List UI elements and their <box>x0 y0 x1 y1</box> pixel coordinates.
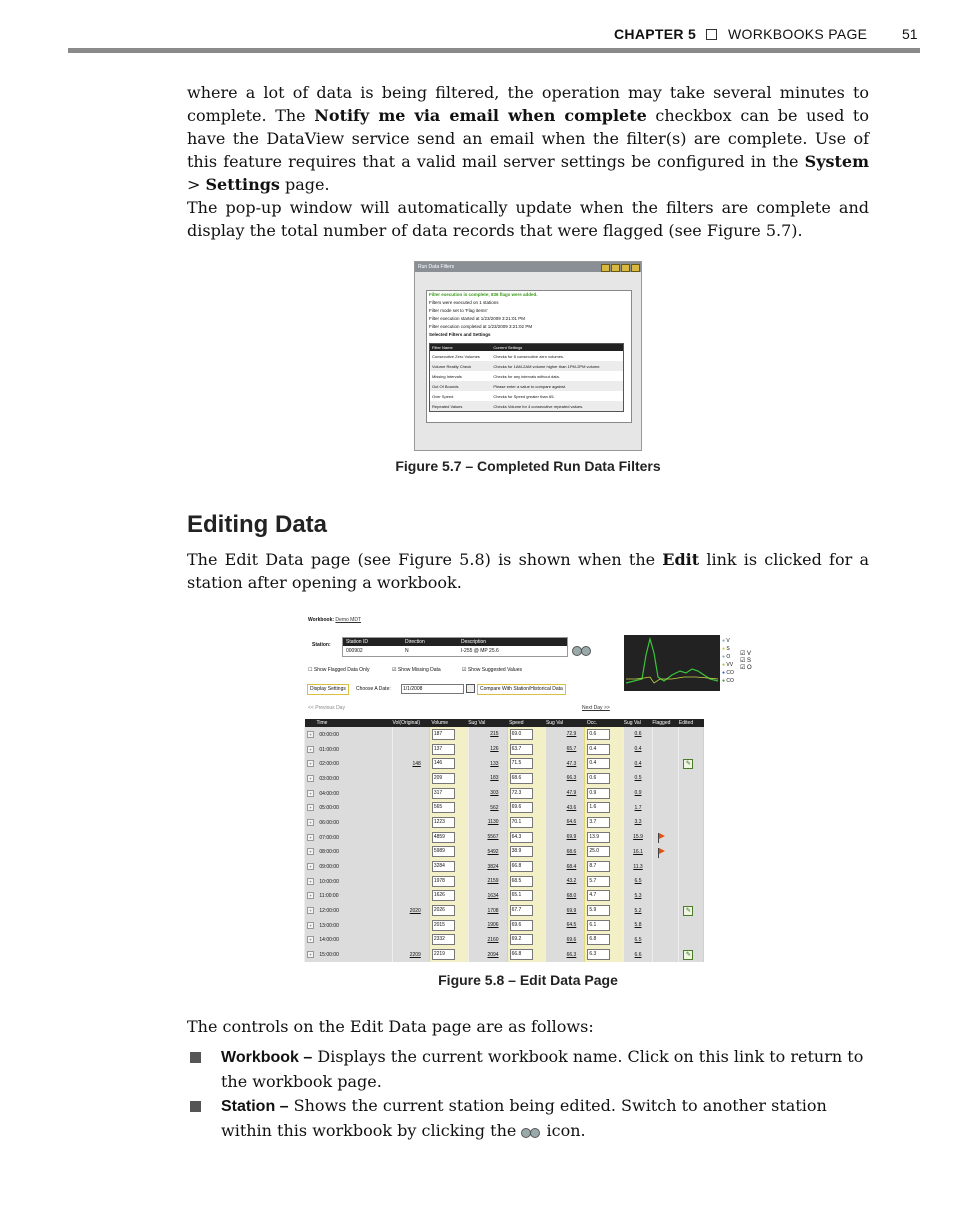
grid-col-header[interactable]: Sug Val <box>546 719 585 727</box>
table-row <box>305 756 704 771</box>
suggested-value-link[interactable]: 183 <box>490 775 499 782</box>
chapter-label: CHAPTER 5 <box>614 26 697 42</box>
value-input[interactable]: 0.9 <box>587 788 610 799</box>
col-header: Filter Name <box>430 344 492 352</box>
edited-icon[interactable]: ✎ <box>683 906 693 916</box>
table-row <box>305 742 704 757</box>
previous-day-link[interactable]: << Previous Day <box>308 705 345 711</box>
expand-row-icon[interactable]: + <box>307 936 314 943</box>
suggested-value-link[interactable]: 1634 <box>487 892 499 899</box>
value-input[interactable]: 137 <box>432 744 455 755</box>
suggested-value-link[interactable]: 6.5 <box>634 936 642 943</box>
expand-row-icon[interactable]: + <box>307 892 314 899</box>
display-settings-button[interactable]: Display Settings <box>307 684 349 695</box>
expand-row-icon[interactable]: + <box>307 951 314 958</box>
bullet-square-icon <box>190 1101 201 1112</box>
value-input[interactable]: 1978 <box>432 876 455 887</box>
original-value: 2020 <box>409 907 421 914</box>
suggested-value-link[interactable]: 1708 <box>487 907 499 914</box>
checkbox-missing-data[interactable]: ☑ Show Missing Data <box>392 667 441 673</box>
suggested-value-link[interactable]: 2159 <box>487 878 499 885</box>
suggested-value-link[interactable]: 65.7 <box>566 746 577 753</box>
bullet-term: Workbook – <box>221 1049 313 1066</box>
binoculars-icon <box>521 1126 541 1138</box>
suggested-value-link[interactable]: 6.5 <box>634 878 642 885</box>
col-header: Direction <box>405 639 425 645</box>
grid-col-header[interactable]: Occ. <box>585 719 624 727</box>
value-input[interactable]: 69.0 <box>510 729 533 740</box>
info-line: Filters were executed on 1 stations <box>429 300 499 305</box>
table-row: Consecutive Zero Volumes Checks for 8 consecutive zero volumes. <box>432 353 565 359</box>
value-input[interactable]: 66.8 <box>510 949 533 960</box>
flag-icon[interactable] <box>659 833 665 839</box>
station-direction: N <box>405 648 409 654</box>
station-id: 000902 <box>346 648 363 654</box>
suggested-value-link[interactable]: 64.6 <box>566 819 577 826</box>
original-value: 2209 <box>409 951 421 958</box>
suggested-value-link[interactable]: 69.9 <box>566 907 577 914</box>
bullet-station: Station – Shows the current station being edited. Switch to another station within this workbook by clicking the icon. <box>190 1094 869 1142</box>
workbook-label: Workbook: <box>308 617 335 623</box>
calendar-icon[interactable] <box>466 684 475 693</box>
edited-icon[interactable]: ✎ <box>683 759 693 769</box>
original-value: 148 <box>412 760 421 767</box>
time-cell: 07:00:00 <box>318 834 339 841</box>
date-input[interactable]: 1/1/2008 <box>401 684 464 694</box>
workbook-row <box>308 617 361 623</box>
value-input[interactable]: 5.9 <box>587 905 610 916</box>
suggested-value-link[interactable]: 5492 <box>487 848 499 855</box>
suggested-value-link[interactable]: 0.4 <box>634 746 642 753</box>
station-description: I-255 @ MP 25.6 <box>461 648 499 654</box>
value-input[interactable]: 6.8 <box>587 934 610 945</box>
time-cell: 15:00:00 <box>318 952 339 959</box>
bullet-workbook: Workbook – Displays the current workbook name. Click on this link to return to the workbook page. <box>190 1045 869 1093</box>
expand-row-icon[interactable]: + <box>307 775 314 782</box>
value-input[interactable]: 71.5 <box>510 758 533 769</box>
time-cell: 03:00:00 <box>318 775 339 782</box>
suggested-value-link[interactable]: 126 <box>490 746 499 753</box>
value-input[interactable]: 3.7 <box>587 817 610 828</box>
value-input[interactable]: 0.6 <box>587 773 610 784</box>
value-input[interactable]: 69.6 <box>510 920 533 931</box>
binoculars-icon[interactable] <box>572 644 592 656</box>
suggested-value-link[interactable]: 562 <box>490 804 499 811</box>
suggested-value-link[interactable]: 0.6 <box>634 731 642 738</box>
suggested-value-link[interactable]: 69.6 <box>566 936 577 943</box>
suggested-value-link[interactable]: 6.6 <box>634 951 642 958</box>
suggested-value-link[interactable]: 5.2 <box>634 907 642 914</box>
paragraph-popup-update: The pop-up window will automatically update when the filters are complete and display the total number of data records that were flagged (see Figure 5.7). <box>187 198 869 240</box>
suggested-value-link[interactable]: 5567 <box>487 834 499 841</box>
maximize-icon <box>621 264 630 272</box>
value-input[interactable]: 146 <box>432 758 455 769</box>
time-cell: 01:00:00 <box>318 746 339 753</box>
value-input[interactable]: 68.5 <box>510 876 533 887</box>
page-number: 51 <box>902 26 918 42</box>
value-input[interactable]: 72.3 <box>510 788 533 799</box>
chart-legend: ● V ● S ● O ● VV ● CO ● CO <box>722 638 734 684</box>
section-label: WORKBOOKS PAGE <box>728 26 868 42</box>
suggested-value-link[interactable]: 72.9 <box>566 731 577 738</box>
time-cell: 08:00:00 <box>318 849 339 856</box>
suggested-value-link[interactable]: 1.7 <box>634 804 642 811</box>
edit-data-grid <box>304 719 704 962</box>
value-input[interactable]: 0.6 <box>587 729 610 740</box>
table-row <box>305 933 704 948</box>
expand-row-icon[interactable]: + <box>307 819 314 826</box>
choose-date-label: Choose A Date: <box>356 686 391 692</box>
time-cell: 11:00:00 <box>318 893 339 900</box>
window-titlebar: Run Data Filters <box>415 262 641 272</box>
time-cell: 02:00:00 <box>318 761 339 768</box>
value-input[interactable]: 0.4 <box>587 744 610 755</box>
table-row <box>305 903 704 918</box>
traffic-chart-svg <box>624 635 720 691</box>
table-row <box>305 845 704 860</box>
suggested-value-link[interactable]: 68.0 <box>566 892 577 899</box>
expand-row-icon[interactable]: + <box>307 790 314 797</box>
suggested-value-link[interactable]: 64.5 <box>566 922 577 929</box>
grid-col-header[interactable]: Vol(Original) <box>392 719 429 727</box>
value-input[interactable]: 69.6 <box>510 802 533 813</box>
series-toggles[interactable]: ☑ V ☑ S ☑ O <box>740 651 752 671</box>
expand-row-icon[interactable]: + <box>307 922 314 929</box>
value-input[interactable]: 209 <box>432 773 455 784</box>
station-table <box>342 637 568 657</box>
col-header: Description <box>461 639 487 645</box>
section-line: Selected Filters and Settings <box>429 332 491 337</box>
table-row <box>305 947 704 962</box>
table-row <box>305 727 704 742</box>
table-row <box>305 771 704 786</box>
suggested-value-link[interactable]: 16.1 <box>633 848 643 855</box>
value-input[interactable]: 3284 <box>432 861 455 872</box>
value-input[interactable]: 63.7 <box>510 744 533 755</box>
table-row: Repeated Values Checks Volume for 4 consecutive repeated values. <box>430 401 624 412</box>
figure-caption-5-8: Figure 5.8 – Edit Data Page <box>438 972 618 988</box>
help-icon <box>601 264 610 272</box>
suggested-value-link[interactable]: 133 <box>490 760 499 767</box>
value-input[interactable]: 1626 <box>432 890 455 901</box>
volume-line <box>626 639 718 683</box>
value-input[interactable]: 13.9 <box>587 832 610 843</box>
value-input[interactable]: 5.7 <box>587 876 610 887</box>
value-input[interactable]: 1223 <box>432 817 455 828</box>
value-input[interactable]: 0.4 <box>587 758 610 769</box>
info-line: Filter mode set to 'Flag items' <box>429 308 488 313</box>
suggested-value-link[interactable]: 11.3 <box>633 863 643 870</box>
paragraph-filter-notify: where a lot of data is being filtered, the operation may take several minutes to complete. The Notify me via email when complete checkbox can be used to have the DataView service send an email when the filter(s) are complete. Use of this feature requires that a valid mail server settings be configured in the System > Settings page. <box>187 83 869 194</box>
col-header: Station ID <box>346 639 368 645</box>
suggested-value-link[interactable]: 15.9 <box>633 834 643 841</box>
suggested-value-link[interactable]: 5.3 <box>634 892 642 899</box>
suggested-value-link[interactable]: 68.6 <box>566 848 577 855</box>
value-input[interactable]: 187 <box>432 729 455 740</box>
edited-icon[interactable]: ✎ <box>683 950 693 960</box>
compare-button[interactable]: Compare With Station/Historical Data <box>477 684 566 695</box>
time-cell: 00:00:00 <box>318 731 339 738</box>
value-input[interactable]: 25.0 <box>587 846 610 857</box>
flag-icon[interactable] <box>659 848 665 854</box>
value-input[interactable]: 2332 <box>432 934 455 945</box>
paragraph-controls-intro: The controls on the Edit Data page are as follows: <box>187 1017 594 1036</box>
suggested-value-link[interactable]: 0.5 <box>634 775 642 782</box>
value-input[interactable]: 2026 <box>432 905 455 916</box>
expand-row-icon[interactable]: + <box>307 834 314 841</box>
workbook-link[interactable]: Demo MDT <box>335 617 361 623</box>
value-input[interactable]: 6.1 <box>587 920 610 931</box>
value-input[interactable]: 6.3 <box>587 949 610 960</box>
grid-col-header[interactable]: Time <box>305 719 393 727</box>
time-cell: 12:00:00 <box>318 908 339 915</box>
value-input[interactable]: 4.7 <box>587 890 610 901</box>
expand-row-icon[interactable]: + <box>307 731 314 738</box>
value-input[interactable]: 70.1 <box>510 817 533 828</box>
bullet-square-icon <box>190 1052 201 1063</box>
suggested-value-link[interactable]: 2094 <box>487 951 499 958</box>
table-row <box>305 859 704 874</box>
value-input[interactable]: 1.6 <box>587 802 610 813</box>
table-row: Out Of Bounds Please enter a value to compare against. <box>430 381 624 391</box>
paragraph-edit-data: The Edit Data page (see Figure 5.8) is shown when the Edit link is clicked for a station after opening a workbook. <box>187 550 869 592</box>
suggested-value-link[interactable]: 0.9 <box>634 790 642 797</box>
checkbox-flagged-only[interactable]: ☐ Show Flagged Data Only <box>308 667 370 673</box>
table-row <box>305 889 704 904</box>
expand-row-icon[interactable]: + <box>307 804 314 811</box>
table-row <box>305 815 704 830</box>
suggested-value-link[interactable]: 47.9 <box>566 790 577 797</box>
value-input[interactable]: 64.3 <box>510 832 533 843</box>
time-cell: 14:00:00 <box>318 937 339 944</box>
table-row: Volume Reality Check Checks for 1AM-2AM volume higher than 1PM-2PM volume. <box>430 361 624 371</box>
grid-col-header[interactable]: Flagged <box>652 719 679 727</box>
suggested-value-link[interactable]: 69.9 <box>566 834 577 841</box>
expand-row-icon[interactable]: + <box>307 848 314 855</box>
value-input[interactable]: 38.9 <box>510 846 533 857</box>
table-row <box>305 830 704 845</box>
next-day-link[interactable]: Next Day >> <box>582 705 610 711</box>
header-rule <box>68 48 920 53</box>
section-heading: Editing Data <box>187 511 328 538</box>
suggested-value-link[interactable]: 66.3 <box>566 951 577 958</box>
figure-edit-data-page <box>304 613 756 965</box>
value-input[interactable]: 2219 <box>432 949 455 960</box>
figure-run-data-filters <box>414 261 642 451</box>
value-input[interactable]: 4859 <box>432 832 455 843</box>
time-cell: 10:00:00 <box>318 878 339 885</box>
table-row <box>305 800 704 815</box>
time-cell: 06:00:00 <box>318 819 339 826</box>
time-cell: 09:00:00 <box>318 864 339 871</box>
suggested-value-link[interactable]: 2160 <box>487 936 499 943</box>
suggested-value-link[interactable]: 1906 <box>487 922 499 929</box>
suggested-value-link[interactable]: 1130 <box>487 819 499 826</box>
minimize-icon <box>611 264 620 272</box>
suggested-value-link[interactable]: 3.3 <box>634 819 642 826</box>
grid-col-header[interactable]: Volume <box>429 719 468 727</box>
table-row: Missing Intervals Checks for any intervals without data. <box>432 373 560 379</box>
separator-box-icon <box>706 29 717 40</box>
value-input[interactable]: 69.2 <box>510 934 533 945</box>
suggested-value-link[interactable]: 47.3 <box>566 760 577 767</box>
grid-col-header[interactable]: Sug Val <box>624 719 653 727</box>
grid-col-header[interactable]: Speed <box>507 719 546 727</box>
suggested-value-link[interactable]: 3824 <box>487 863 499 870</box>
suggested-value-link[interactable]: 5.8 <box>634 922 642 929</box>
value-input[interactable]: 65.1 <box>510 890 533 901</box>
suggested-value-link[interactable]: 0.4 <box>634 760 642 767</box>
value-input[interactable]: 5989 <box>432 846 455 857</box>
table-row <box>305 786 704 801</box>
suggested-value-link[interactable]: 68.4 <box>566 863 577 870</box>
filter-results-panel <box>426 290 632 423</box>
suggested-value-link[interactable]: 43.6 <box>566 804 577 811</box>
station-label: Station: <box>312 642 331 648</box>
figure-caption-5-7: Figure 5.7 – Completed Run Data Filters <box>395 458 661 474</box>
col-header: Current Settings <box>491 344 623 352</box>
expand-row-icon[interactable]: + <box>307 878 314 885</box>
value-input[interactable]: 565 <box>432 802 455 813</box>
bullet-term: Station – <box>221 1098 289 1115</box>
value-input[interactable]: 68.6 <box>510 773 533 784</box>
value-input[interactable]: 67.7 <box>510 905 533 916</box>
suggested-value-link[interactable]: 303 <box>490 790 499 797</box>
value-input[interactable]: 317 <box>432 788 455 799</box>
table-row <box>305 874 704 889</box>
value-input[interactable]: 66.8 <box>510 861 533 872</box>
suggested-value-link[interactable]: 215 <box>490 731 499 738</box>
status-line: Filter execution is complete; 836 flags were added. <box>429 292 538 297</box>
expand-row-icon[interactable]: + <box>307 760 314 767</box>
value-input[interactable]: 2015 <box>432 920 455 931</box>
table-row <box>305 918 704 933</box>
suggested-value-link[interactable]: 43.2 <box>566 878 577 885</box>
time-cell: 13:00:00 <box>318 922 339 929</box>
info-line: Filter execution started at 1/23/2009 3:21:01 PM <box>429 316 526 321</box>
grid-col-header[interactable]: Edited <box>679 719 704 727</box>
value-input[interactable]: 8.7 <box>587 861 610 872</box>
expand-row-icon[interactable]: + <box>307 863 314 870</box>
filters-table <box>429 343 624 412</box>
info-line: Filter execution completed at 1/23/2009 3:21:02 PM <box>429 324 533 329</box>
grid-col-header[interactable]: Sug Val <box>468 719 507 727</box>
table-row: Over Speed Checks for Speed greater than 65. <box>432 393 555 399</box>
time-cell: 05:00:00 <box>318 805 339 812</box>
traffic-chart <box>624 635 720 691</box>
expand-row-icon[interactable]: + <box>307 746 314 753</box>
expand-row-icon[interactable]: + <box>307 907 314 914</box>
checkbox-suggested-values[interactable]: ☑ Show Suggested Values <box>462 667 522 673</box>
time-cell: 04:00:00 <box>318 790 339 797</box>
close-icon <box>631 264 640 272</box>
suggested-value-link[interactable]: 66.3 <box>566 775 577 782</box>
